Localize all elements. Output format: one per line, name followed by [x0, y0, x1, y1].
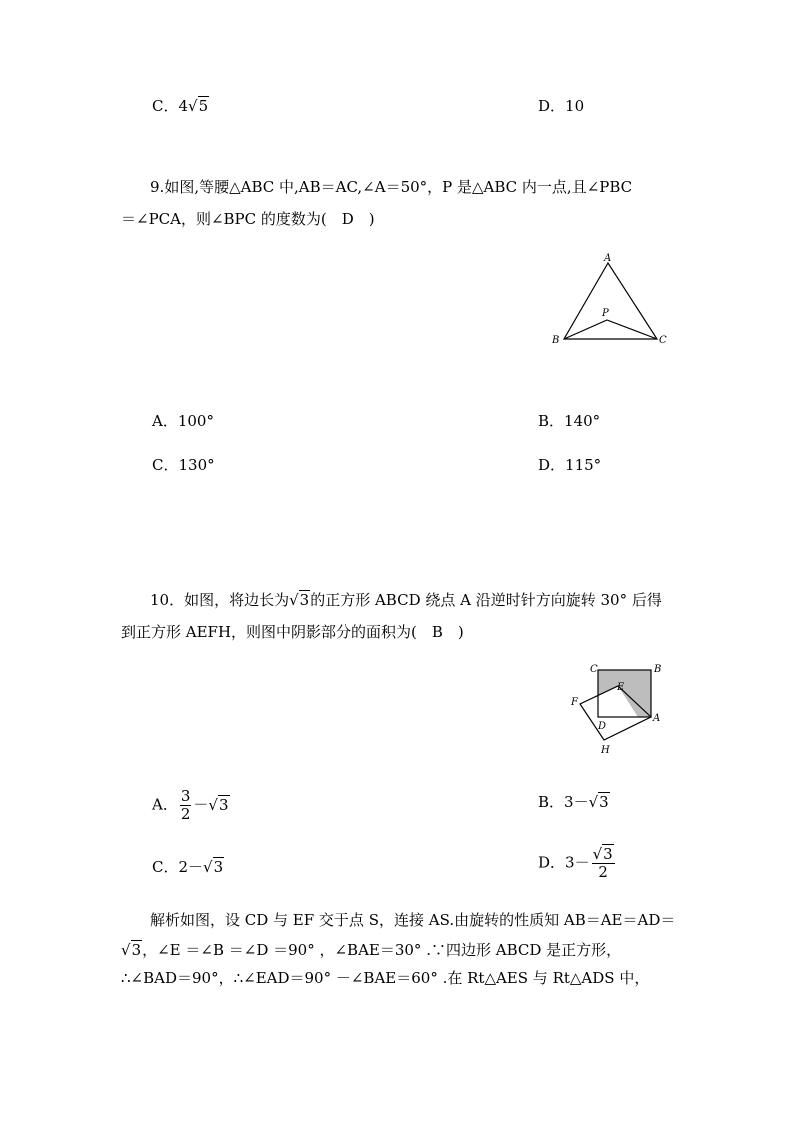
q9-triangle-figure	[545, 250, 675, 350]
q9-stem-line1: 9.如图,等腰△ABC 中,AB＝AC,∠A＝50°，P 是△ABC 内一点,且∠PBC	[150, 178, 633, 196]
label-h: H	[601, 745, 610, 756]
analysis-line2: √3，∠E ＝∠B ＝∠D ＝90° ，∠BAE＝30° .∵四边形 ABCD 是正方形，	[121, 941, 622, 959]
q9-option-a: A．100°	[152, 412, 214, 430]
label-a: A	[653, 713, 661, 724]
q9-option-b: B．140°	[538, 412, 601, 430]
fraction-3-2: $\frac{3}{2}$	[180, 787, 191, 823]
label-b: B	[552, 335, 560, 346]
q10-stem-line2: 到正方形 AEFH，则图中阴影部分的面积为( B )	[121, 623, 464, 641]
q9-stem-line2: ＝∠PCA，则∠BPC 的度数为( D )	[121, 210, 375, 228]
q10-option-c: C．2－√3	[152, 858, 224, 876]
label-c: C	[590, 664, 598, 675]
q10-option-d: D．3－ $\frac{√3}{2}$	[538, 845, 613, 881]
fraction-sqrt3-2: $\frac{√3}{2}$	[592, 845, 613, 881]
segments-bp-pc	[564, 320, 657, 339]
label-f: F	[571, 697, 578, 708]
sqrt-symbol: √3	[121, 941, 142, 959]
triangle-abc	[564, 263, 657, 339]
label-b: B	[654, 664, 662, 675]
analysis-line3: ∴∠BAD＝90°，∴∠EAD＝90° －∠BAE＝60° .在 Rt△AES 与 Rt△ADS 中，	[121, 969, 650, 987]
q10-stem-line1: 10．如图，将边长为√3的正方形 ABCD 绕点 A 沿逆时针方向旋转 30° 后得	[150, 591, 662, 609]
label-p: P	[602, 308, 609, 319]
sqrt-symbol: √3	[203, 858, 224, 876]
sqrt-symbol: √3	[588, 793, 609, 811]
label-a: A	[604, 253, 612, 264]
sqrt-symbol: √3	[592, 845, 613, 863]
label-c: C	[659, 335, 667, 346]
q10-option-a: A． $\frac{3}{2}$ －√3	[152, 787, 229, 823]
q10-square-figure	[565, 660, 675, 760]
sqrt-symbol: √3	[208, 795, 229, 814]
sqrt-symbol: √3	[289, 591, 310, 609]
q9-option-c: C．130°	[152, 456, 215, 474]
analysis-line1: 解析如图，设 CD 与 EF 交于点 S，连接 AS.由旋转的性质知 AB＝AE＝AD＝	[150, 911, 676, 929]
q8-option-c: C．4√5	[152, 97, 209, 115]
q9-option-d: D．115°	[538, 456, 602, 474]
label-d: D	[598, 721, 607, 732]
q10-option-b: B．3－√3	[538, 793, 609, 811]
q8-option-d: D．10	[538, 97, 585, 115]
sqrt-symbol: √5	[188, 97, 209, 115]
label-e: E	[617, 682, 625, 693]
